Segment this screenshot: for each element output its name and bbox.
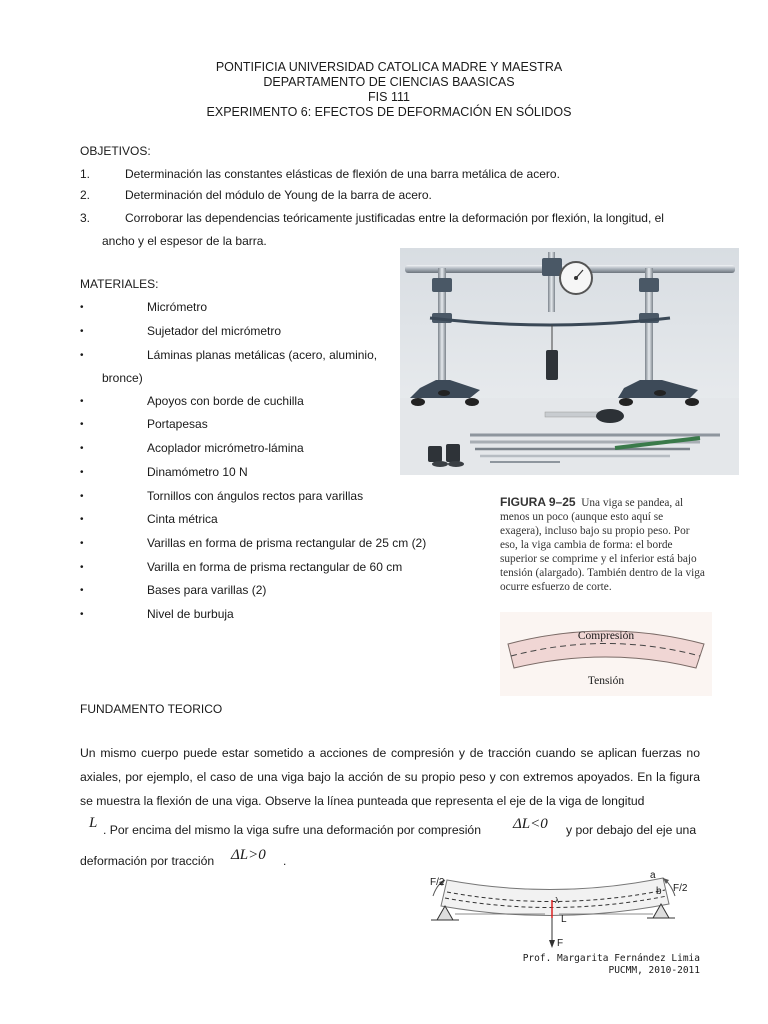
material-item: Dinamómetro 10 N (147, 465, 248, 479)
university-name: PONTIFICIA UNIVERSIDAD CATOLICA MADRE Y MAESTRA (215, 60, 563, 74)
institution-year: PUCMM, 2010-2011 (608, 965, 700, 976)
bullet: • (80, 514, 84, 525)
beam-bending-diagram (425, 870, 700, 952)
author-name: Prof. Margarita Fernández Limia (522, 953, 700, 964)
department-name: DEPARTAMENTO DE CIENCIAS BAASICAS (263, 75, 515, 89)
label-F: F (557, 938, 564, 949)
material-item: Acoplador micrómetro-lámina (147, 441, 304, 455)
figure-caption-text: Una viga se pandea, al menos un poco (aunque esto aquí se exagera), incluso bajo su propio peso. Por eso, la viga cambia de forma: el borde superior se comprime y el inferior está bajo tensión (alargado). También dentro de la viga ocurre esfuerzo de corte. (500, 497, 705, 593)
material-item: Portapesas (147, 417, 208, 431)
label-lambda: λ (555, 896, 559, 905)
material-item: Bases para varillas (2) (147, 583, 267, 597)
figure-caption-label: FIGURA 9–25 (500, 495, 576, 509)
experiment-title: EXPERIMENTO 6: EFECTOS DE DEFORMACIÓN EN SÓLIDOS (206, 105, 572, 119)
material-item: Sujetador del micrómetro (147, 324, 282, 338)
fundamento-text-traction: deformación por tracción (80, 854, 215, 868)
apparatus-photo (400, 248, 739, 475)
materiales-title: MATERIALES: (80, 277, 159, 291)
objetivo-text: Corroborar las dependencias teóricamente justificadas entre la deformación por flexión, la longitud, el (125, 211, 664, 225)
objetivo-number: 3. (80, 211, 91, 225)
fundamento-text-compression: . Por encima del mismo la viga sufre una deformación por compresión (103, 823, 481, 837)
objetivo-text: Determinación del módulo de Young de la barra de acero. (125, 188, 432, 202)
material-item: Cinta métrica (147, 512, 218, 526)
label-b: b (656, 886, 662, 897)
material-item-continuation: bronce) (102, 371, 143, 385)
label-a: a (650, 870, 656, 881)
material-item: Apoyos con borde de cuchilla (147, 394, 304, 408)
course-code: FIS 111 (368, 90, 410, 104)
bullet: • (80, 538, 84, 549)
label-L: L (561, 914, 567, 925)
bullet: • (80, 585, 84, 596)
bullet: • (80, 326, 84, 337)
variable-L: L (89, 815, 98, 831)
objetivos-title: OBJETIVOS: (80, 144, 151, 158)
figure-caption (500, 495, 705, 594)
left-force-label: F/2 (430, 877, 445, 888)
fundamento-title: FUNDAMENTO TEORICO (80, 702, 223, 716)
bullet: • (80, 302, 84, 313)
objetivo-text: Determinación las constantes elásticas de flexión de una barra metálica de acero. (125, 167, 560, 181)
apparatus-photo-illustration (400, 248, 739, 475)
bullet: • (80, 467, 84, 478)
compression-label: Compresión (577, 630, 635, 642)
objetivo-text-continuation: ancho y el espesor de la barra. (102, 234, 267, 248)
math-delta-negative: ΔL<0 (513, 816, 548, 832)
fundamento-text-period: . (283, 854, 287, 868)
math-delta-positive: ΔL>0 (231, 847, 266, 863)
bullet: • (80, 562, 84, 573)
fundamento-text-below-axis: y por debajo del eje una (566, 823, 697, 837)
bullet: • (80, 491, 84, 502)
objetivo-number: 1. (80, 167, 91, 181)
bullet: • (80, 609, 84, 620)
material-item: Micrómetro (147, 300, 208, 314)
material-item: Nivel de burbuja (147, 607, 234, 621)
bullet: • (80, 419, 84, 430)
objetivo-number: 2. (80, 188, 91, 202)
material-item: Tornillos con ángulos rectos para varillas (147, 489, 364, 503)
right-force-label: F/2 (673, 883, 688, 894)
fundamento-paragraph: Un mismo cuerpo puede estar sometido a acciones de compresión y de tracción cuando se aplican fuerzas no axiales, por ejemplo, el caso de una viga bajo la acción de su propio peso y con extremos apoyados. En la figura se muestra la flexión de una viga. Observe la línea punteada que representa el eje de la viga de longitud (80, 746, 700, 808)
bullet: • (80, 396, 84, 407)
bullet: • (80, 350, 84, 361)
material-item: Láminas planas metálicas (acero, aluminio, (147, 348, 378, 362)
material-item: Varillas en forma de prisma rectangular de 25 cm (2) (147, 536, 427, 550)
tension-label: Tensión (587, 675, 625, 687)
material-item: Varilla en forma de prisma rectangular de 60 cm (147, 560, 403, 574)
bullet: • (80, 443, 84, 454)
beam-figure (500, 612, 712, 696)
